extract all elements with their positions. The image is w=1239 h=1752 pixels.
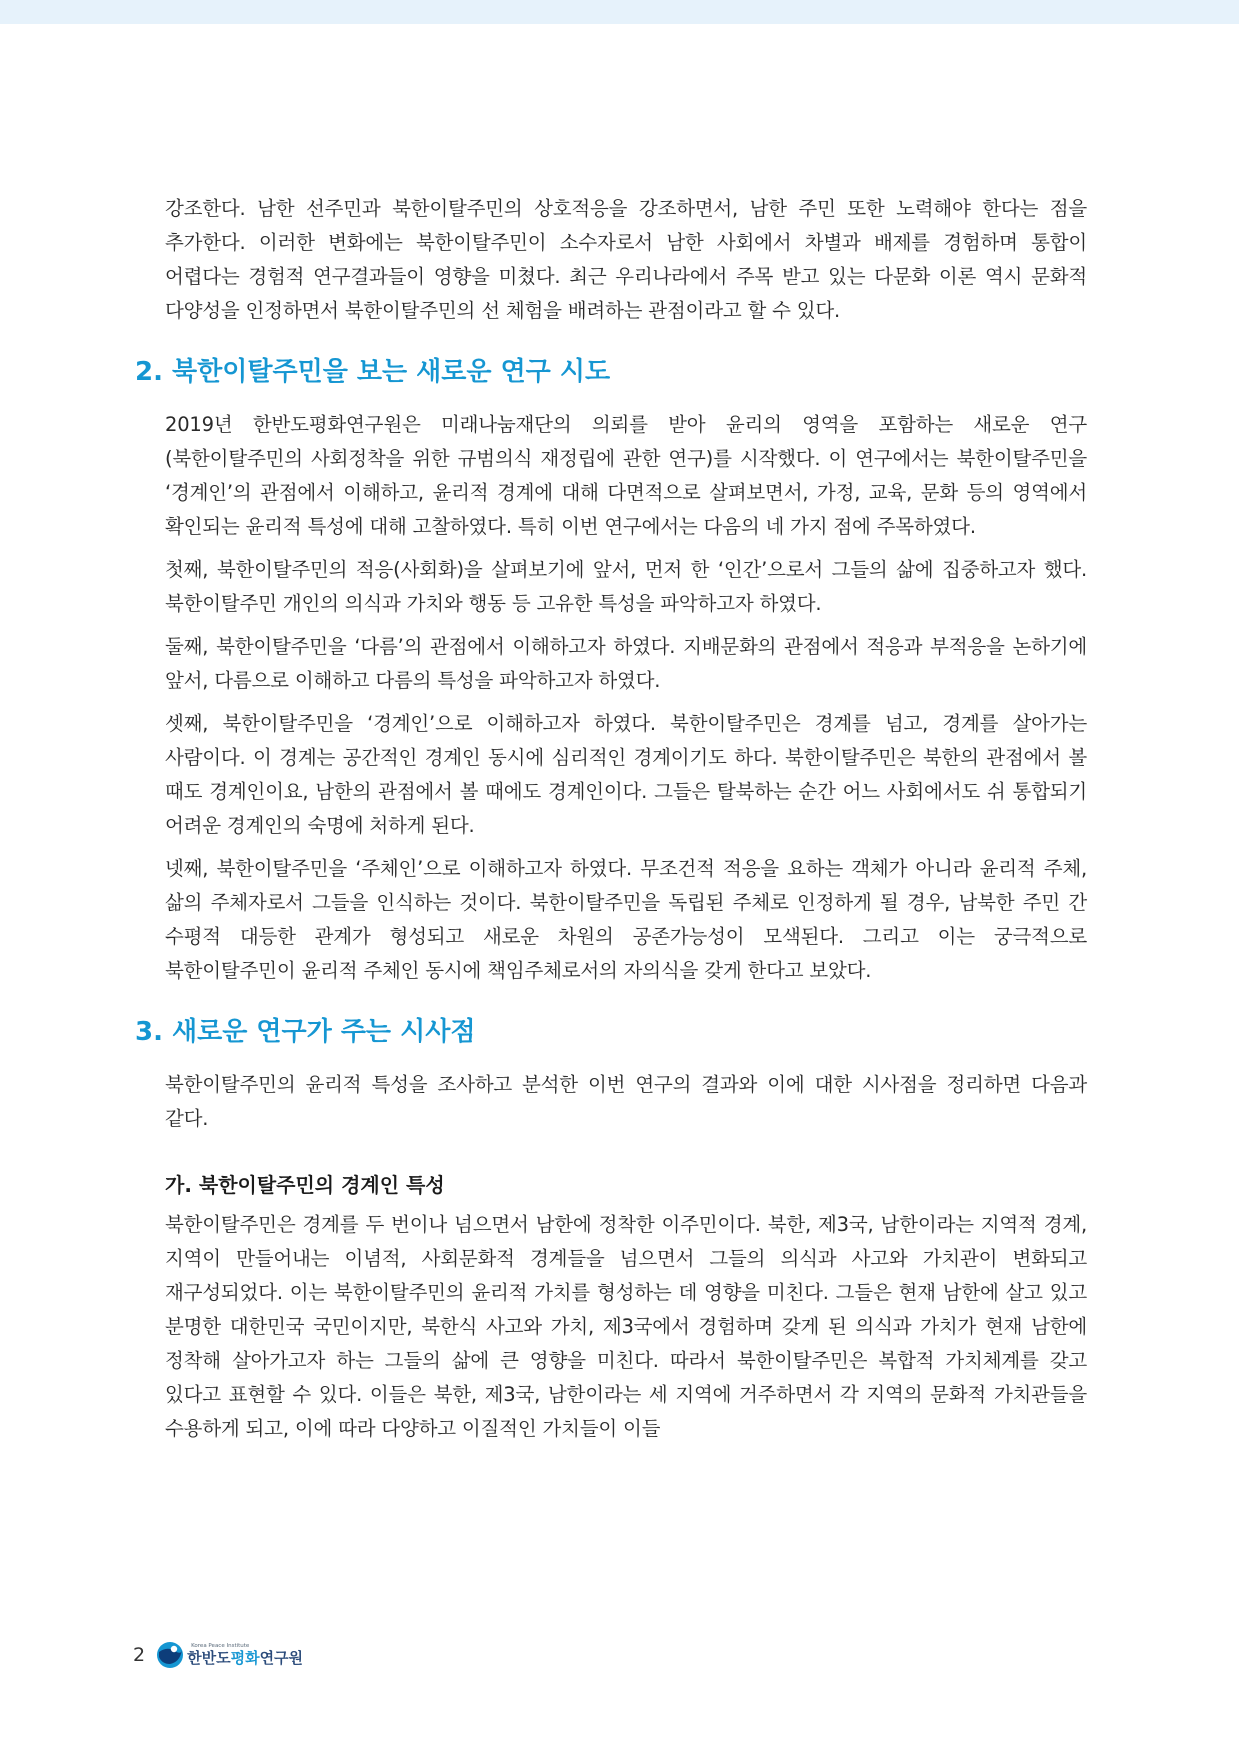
section-2-paragraph: 첫째, 북한이탈주민의 적응(사회화)을 살펴보기에 앞서, 먼저 한 ‘인간’으로서 그들의 삶에 집중하고자 했다. 북한이탈주민 개인의 의식과 가치와 행동 등 고유한 특성을 파악하고자 하였다.	[165, 558, 1087, 615]
top-band	[0, 0, 1239, 24]
section-2-heading: 2. 북한이탈주민을 보는 새로운 연구 시도	[135, 357, 611, 387]
page-number: 2	[133, 1644, 146, 1666]
logo-korean-part: 한반도	[187, 1649, 231, 1667]
logo-english-name: Korea Peace Institute	[191, 1643, 250, 1649]
section-2-paragraph: 둘째, 북한이탈주민을 ‘다름’의 관점에서 이해하고자 하였다. 지배문화의 관점에서 적응과 부적응을 논하기에 앞서, 다름으로 이해하고 다름의 특성을 파악하고자 하였다.	[165, 635, 1087, 692]
page-footer	[133, 1638, 303, 1672]
institute-logo	[187, 1643, 303, 1667]
section-3-subheading: 가. 북한이탈주민의 경계인 특성	[165, 1173, 445, 1197]
section-2-paragraph: 셋째, 북한이탈주민을 ‘경계인’으로 이해하고자 하였다. 북한이탈주민은 경계를 넘고, 경계를 살아가는 사람이다. 이 경계는 공간적인 경계인 동시에 심리적인 경계이기도 하다. 북한이탈주민은 북한의 관점에서 볼 때도 경계인이요, 남한의 관점에서 볼 때에도 경계인이다. 그들은 탈북하는 순간 어느 사회에서도 쉬 통합되기 어려운 경계인의 숙명에 처하게 된다.	[165, 712, 1087, 837]
section-2-paragraph: 넷째, 북한이탈주민을 ‘주체인’으로 이해하고자 하였다. 무조건적 적응을 요하는 객체가 아니라 윤리적 주체, 삶의 주체자로서 그들을 인식하는 것이다. 북한이탈주민을 독립된 주체로 인정하게 될 경우, 남북한 주민 간 수평적 대등한 관계가 형성되고 새로운 차원의 공존가능성이 모색된다. 그리고 이는 궁극적으로 북한이탈주민이 윤리적 주체인 동시에 책임주체로서의 자의식을 갖게 한다고 보았다.	[165, 857, 1087, 982]
intro-paragraph: 강조한다. 남한 선주민과 북한이탈주민의 상호적응을 강조하면서, 남한 주민 또한 노력해야 한다는 점을 추가한다. 이러한 변화에는 북한이탈주민이 소수자로서 남한 사회에서 차별과 배제를 경험하며 통합이 어렵다는 경험적 연구결과들이 영향을 미쳤다. 최근 우리나라에서 주목 받고 있는 다문화 이론 역시 문화적 다양성을 인정하면서 북한이탈주민의 선 체험을 배려하는 관점이라고 할 수 있다.	[165, 197, 1087, 322]
logo-korean-part: 연구원	[259, 1649, 304, 1667]
section-2-paragraph: 2019년 한반도평화연구원은 미래나눔재단의 의뢰를 받아 윤리의 영역을 포함하는 새로운 연구(북한이탈주민의 사회정착을 위한 규범의식 재정립에 관한 연구)를 시작했다. 이 연구에서는 북한이탈주민을 ‘경계인’의 관점에서 이해하고, 윤리적 경계에 대해 다면적으로 살펴보면서, 가정, 교육, 문화 등의 영역에서 확인되는 윤리적 특성에 대해 고찰하였다. 특히 이번 연구에서는 다음의 네 가지 점에 주목하였다.	[165, 413, 1087, 538]
section-3-heading: 3. 새로운 연구가 주는 시사점	[135, 1017, 476, 1047]
logo-korean-name	[187, 1649, 303, 1667]
institute-logo-icon	[155, 1640, 185, 1670]
document-body	[135, 192, 1087, 1455]
section-3-intro: 북한이탈주민의 윤리적 특성을 조사하고 분석한 이번 연구의 결과와 이에 대한 시사점을 정리하면 다음과 같다.	[165, 1073, 1087, 1130]
section-3-body: 북한이탈주민은 경계를 두 번이나 넘으면서 남한에 정착한 이주민이다. 북한, 제3국, 남한이라는 지역적 경계, 지역이 만들어내는 이념적, 사회문화적 경계들을 넘으면서 그들의 의식과 사고와 가치관이 변화되고 재구성되었다. 이는 북한이탈주민의 윤리적 가치를 형성하는 데 영향을 미친다. 그들은 현재 남한에 살고 있고 분명한 대한민국 국민이지만, 북한식 사고와 가치, 제3국에서 경험하며 갖게 된 의식과 가치가 현재 남한에 정착해 살아가고자 하는 그들의 삶에 큰 영향을 미친다. 따라서 북한이탈주민은 복합적 가치체계를 갖고 있다고 표현할 수 있다. 이들은 북한, 제3국, 남한이라는 세 지역에 거주하면서 각 지역의 문화적 가치관들을 수용하게 되고, 이에 따라 다양하고 이질적인 가치들이 이들	[165, 1213, 1087, 1440]
logo-korean-accent: 평화	[230, 1649, 260, 1667]
